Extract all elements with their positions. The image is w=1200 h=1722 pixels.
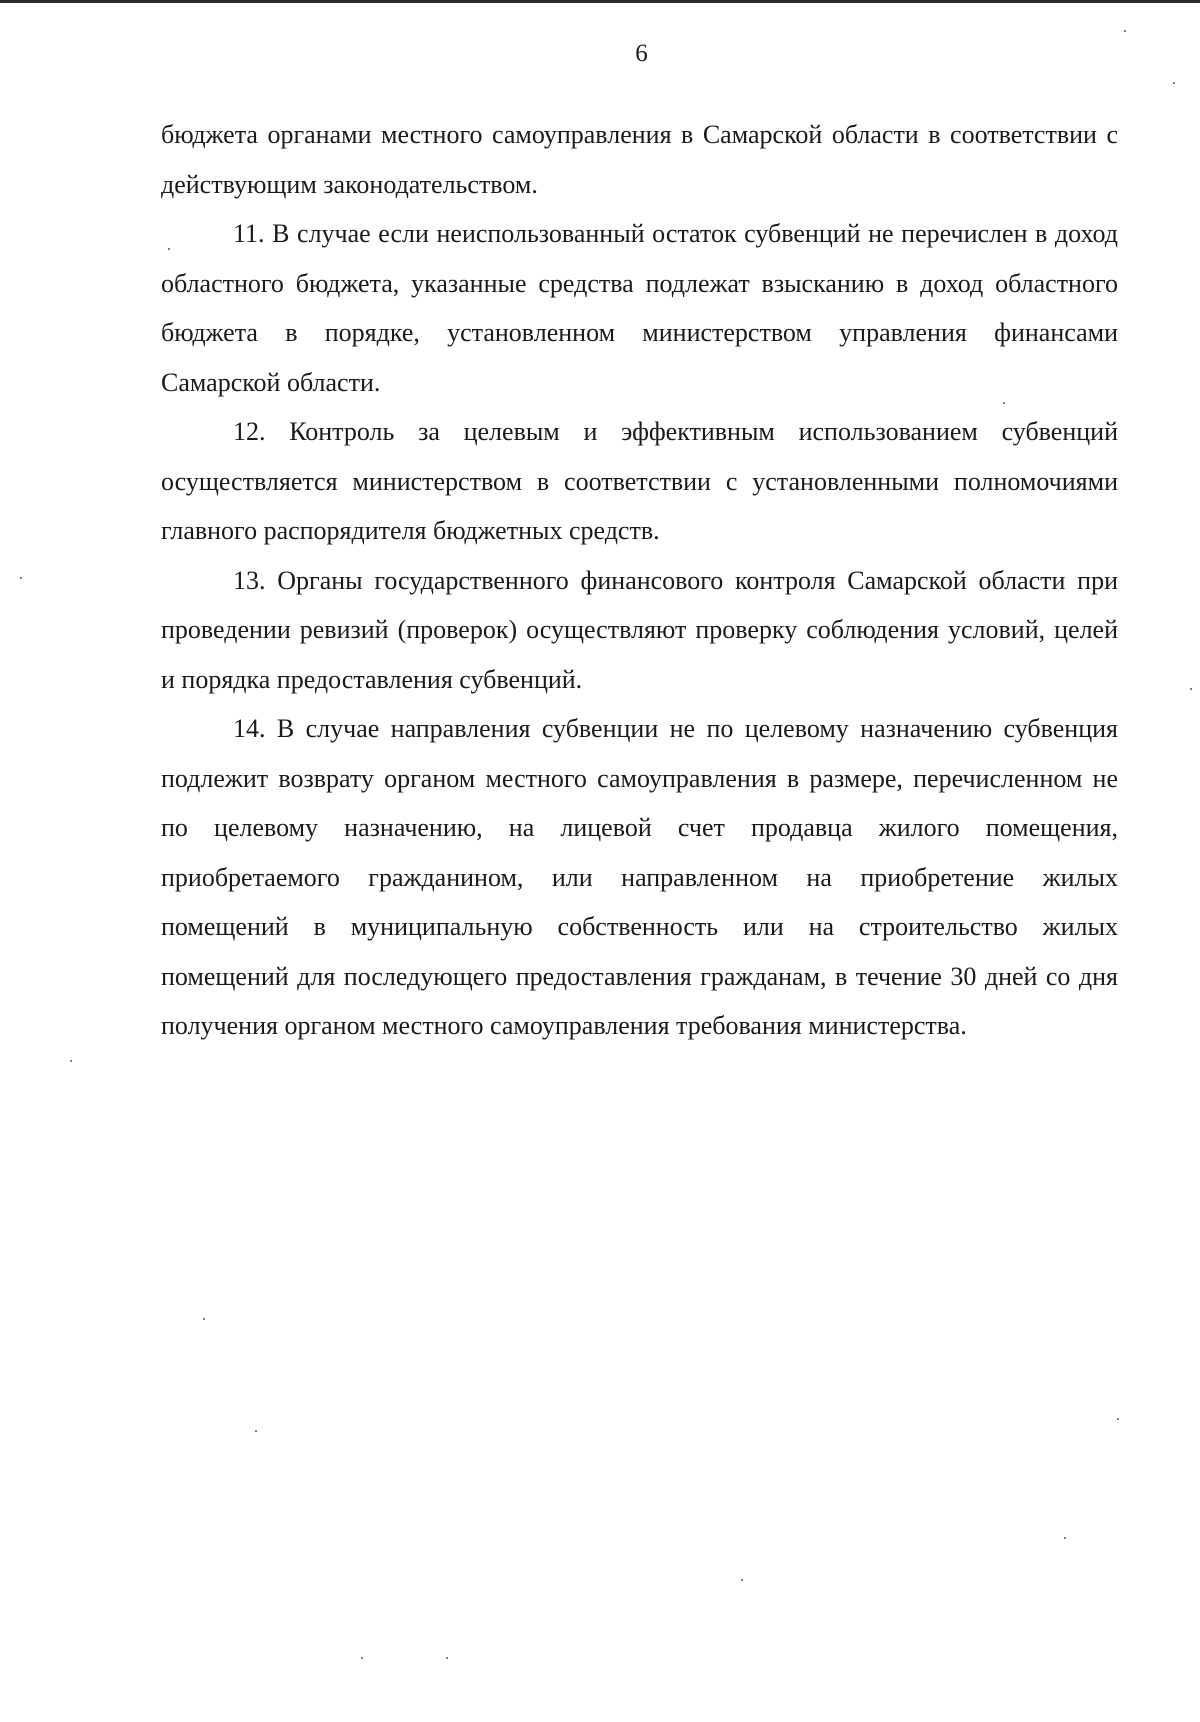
top-border-line — [0, 0, 1200, 3]
scan-speck — [1003, 402, 1005, 404]
scan-speck — [1117, 1418, 1119, 1420]
scan-speck — [168, 248, 170, 250]
scan-speck — [203, 1318, 205, 1320]
paragraph-continuation: бюджета органами местного самоуправления в Самарской области в соответствии с действующим законодательством. — [161, 120, 1118, 199]
paragraph-14: 14. В случае направления субвенции не по целевому назначению субвенция подлежит возврату органом местного самоуправления в размере, перечисленном не по целевому назначению, на лицевой счет продавца жилого помещения, приобретаемого гражданином, или направленном на приобретение жилых помещений в муниципальную собственность или на строительство жилых помещений для последующего предоставления гражданам, в течение 30 дней со дня получения органом местного самоуправления требования министерства. — [161, 714, 1118, 1040]
paragraph-12: 12. Контроль за целевым и эффективным использованием субвенций осуществляется министерством в соответствии с установленными полномочиями главного распорядителя бюджетных средств. — [161, 417, 1118, 545]
document-body — [161, 110, 1118, 1051]
scan-speck — [1124, 30, 1126, 32]
scan-speck — [1173, 82, 1175, 84]
paragraph-11: 11. В случае если неиспользованный остаток субвенций не перечислен в доход областного бюджета, указанные средства подлежат взысканию в доход областного бюджета в порядке, установленном министерством управления финансами Самарской области. — [161, 219, 1118, 397]
scan-speck — [70, 1060, 72, 1062]
scan-speck — [20, 577, 22, 579]
scan-speck — [1064, 1537, 1066, 1539]
paragraph-13: 13. Органы государственного финансового контроля Самарской области при проведении ревизий (проверок) осуществляют проверку соблюдения условий, целей и порядка предоставления субвенций. — [161, 565, 1118, 694]
page-number: 6 — [635, 40, 648, 67]
scan-speck — [446, 1657, 448, 1659]
scan-speck — [741, 1579, 743, 1581]
scan-speck — [1190, 688, 1192, 690]
scan-speck — [361, 1657, 363, 1659]
scan-speck — [255, 1430, 257, 1432]
